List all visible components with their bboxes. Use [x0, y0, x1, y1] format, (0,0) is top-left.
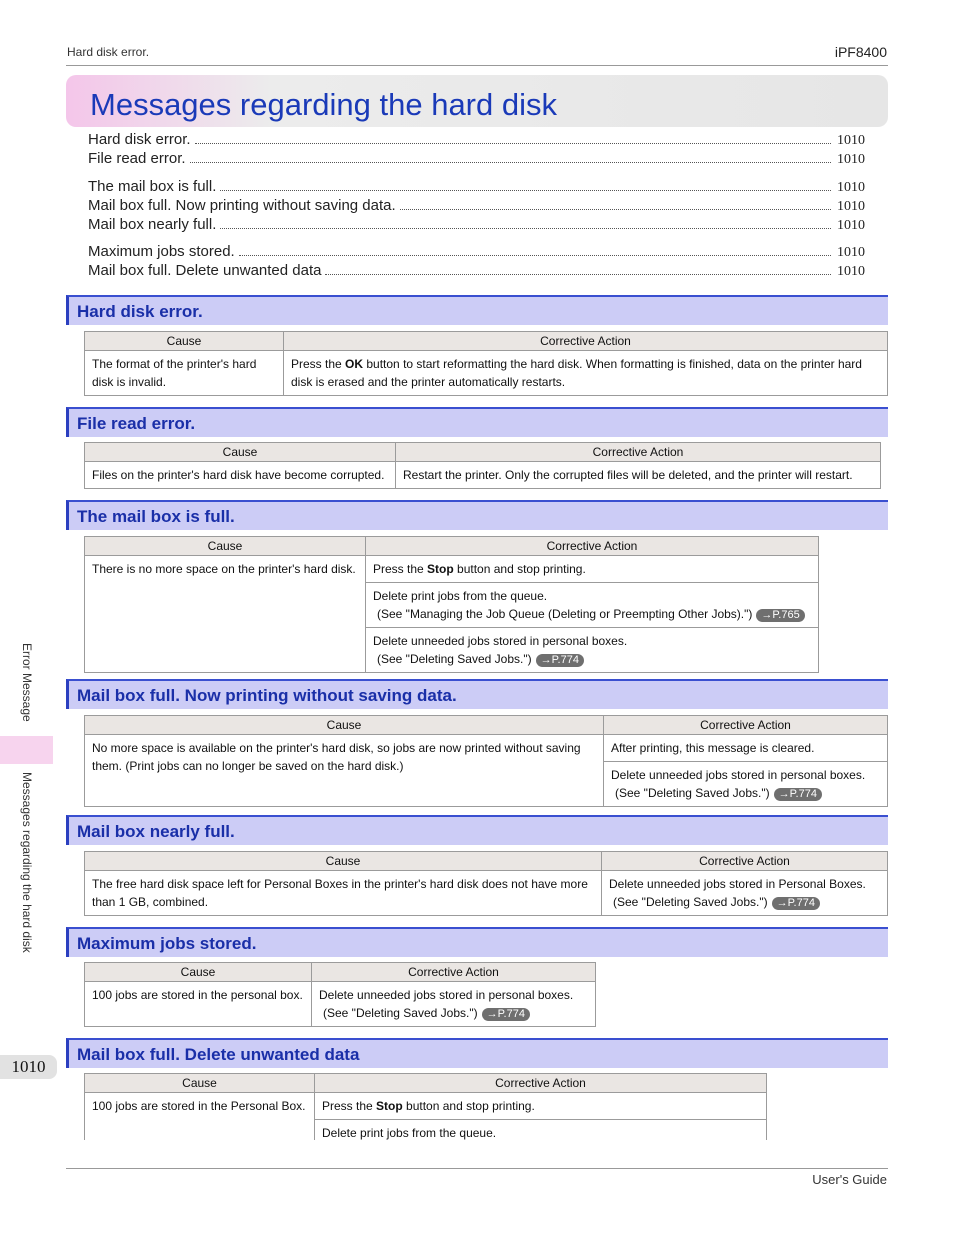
action-cell	[284, 351, 888, 396]
toc-page-number[interactable]: 1010	[837, 264, 865, 279]
action-text: Delete unneeded jobs stored in personal boxes.	[373, 634, 628, 648]
toc-leader	[239, 255, 831, 256]
section-title: Hard disk error.	[77, 302, 203, 321]
cause-cell: The free hard disk space left for Personal Boxes in the printer's hard disk does not have more than 1 GB, combined.	[85, 871, 602, 916]
page-number: 1010	[0, 1055, 57, 1079]
action-text: button and stop printing.	[453, 562, 586, 576]
section-title: The mail box is full.	[77, 507, 235, 526]
toc-page-number[interactable]: 1010	[837, 180, 865, 195]
column-header-action: Corrective Action	[604, 716, 888, 735]
toc-entry-text[interactable]: The mail box is full.	[88, 178, 217, 195]
see-reference: (See "Deleting Saved Jobs.")	[323, 1006, 478, 1020]
page-title: Messages regarding the hard disk	[90, 87, 557, 122]
cause-cell: Files on the printer's hard disk have become corrupted.	[85, 462, 396, 489]
action-cell	[604, 762, 888, 807]
section-title: File read error.	[77, 414, 196, 433]
action-text: button to start reformatting the hard disk. When formatting is finished, data on the printer hard disk is erased and the printer automatically restarts.	[291, 357, 862, 389]
toc-leader	[400, 209, 831, 210]
action-text: Delete print jobs from the queue.	[373, 589, 548, 603]
error-table	[84, 1073, 767, 1140]
section-title: Mail box full. Delete unwanted data	[77, 1045, 360, 1064]
header-divider	[66, 65, 888, 66]
column-header-action: Corrective Action	[366, 537, 819, 556]
action-text: Delete unneeded jobs stored in personal boxes.	[611, 768, 866, 782]
error-table	[84, 331, 888, 396]
column-header-action: Corrective Action	[396, 443, 881, 462]
see-reference: (See "Deleting Saved Jobs.")	[613, 895, 768, 909]
toc-entry-text[interactable]: Mail box nearly full.	[88, 216, 217, 233]
toc-entry[interactable]	[88, 131, 865, 150]
toc-page-number[interactable]: 1010	[837, 152, 865, 167]
section-heading	[66, 295, 888, 325]
action-text: Delete unneeded jobs stored in Personal Boxes.	[609, 877, 866, 891]
toc-leader	[195, 143, 831, 144]
error-table	[84, 851, 888, 916]
action-cell: Delete print jobs from the queue.	[315, 1120, 767, 1141]
toc-entry[interactable]	[88, 262, 865, 281]
button-name: Stop	[376, 1099, 403, 1113]
toc-page-number[interactable]: 1010	[837, 245, 865, 260]
action-text: Delete unneeded jobs stored in personal boxes.	[319, 988, 574, 1002]
column-header-cause: Cause	[85, 963, 312, 982]
toc-group-2	[88, 178, 865, 235]
toc-entry-text[interactable]: Maximum jobs stored.	[88, 243, 235, 260]
action-cell	[366, 583, 819, 628]
action-cell	[366, 556, 819, 583]
column-header-action: Corrective Action	[312, 963, 596, 982]
section-title: Mail box nearly full.	[77, 822, 235, 841]
section-heading	[66, 1038, 888, 1068]
toc-group-1	[88, 131, 865, 169]
action-cell: After printing, this message is cleared.	[604, 735, 888, 762]
toc-entry-text[interactable]: Mail box full. Delete unwanted data	[88, 262, 322, 279]
column-header-action: Corrective Action	[315, 1074, 767, 1093]
sidebar-chapter[interactable]: Error Message	[20, 643, 34, 722]
cause-cell: 100 jobs are stored in the personal box.	[85, 982, 312, 1027]
error-table	[84, 536, 819, 673]
toc-leader	[190, 162, 831, 163]
toc-page-number[interactable]: 1010	[837, 199, 865, 214]
page-link[interactable]: →P.774	[536, 654, 584, 667]
action-cell: Restart the printer. Only the corrupted files will be deleted, and the printer will restart.	[396, 462, 881, 489]
action-text: button and stop printing.	[402, 1099, 535, 1113]
see-reference: (See "Managing the Job Queue (Deleting or Preempting Other Jobs).")	[377, 607, 753, 621]
column-header-cause: Cause	[85, 443, 396, 462]
error-table	[84, 715, 888, 807]
column-header-action: Corrective Action	[602, 852, 888, 871]
page-link[interactable]: →P.774	[774, 788, 822, 801]
toc-entry-text[interactable]: File read error.	[88, 150, 186, 167]
sidebar-current-tab	[0, 736, 53, 764]
action-cell	[602, 871, 888, 916]
running-header-section: Hard disk error.	[67, 45, 150, 59]
column-header-cause: Cause	[85, 716, 604, 735]
section-heading	[66, 407, 888, 437]
toc-entry[interactable]	[88, 178, 865, 197]
toc-entry[interactable]	[88, 243, 865, 262]
toc-entry[interactable]	[88, 216, 865, 235]
section-heading	[66, 679, 888, 709]
button-name: OK	[345, 357, 364, 371]
toc-leader	[220, 228, 831, 229]
cause-cell: There is no more space on the printer's hard disk.	[85, 556, 366, 673]
column-header-cause: Cause	[85, 537, 366, 556]
action-cell	[315, 1093, 767, 1120]
error-table	[84, 962, 596, 1027]
column-header-cause: Cause	[85, 332, 284, 351]
running-header-model: iPF8400	[834, 44, 887, 60]
toc-leader	[220, 190, 831, 191]
section-title: Mail box full. Now printing without saving data.	[77, 686, 457, 705]
column-header-cause: Cause	[85, 852, 602, 871]
action-text: Press the	[291, 357, 346, 371]
page-link[interactable]: →P.774	[482, 1008, 530, 1021]
page-link[interactable]: →P.765	[756, 609, 804, 622]
toc-page-number[interactable]: 1010	[837, 218, 865, 233]
toc-entry[interactable]	[88, 150, 865, 169]
toc-entry-text[interactable]: Hard disk error.	[88, 131, 191, 148]
toc-page-number[interactable]: 1010	[837, 133, 865, 148]
action-text: Press the	[373, 562, 428, 576]
toc-entry[interactable]	[88, 197, 865, 216]
see-reference: (See "Deleting Saved Jobs.")	[615, 786, 770, 800]
button-name: Stop	[427, 562, 454, 576]
section-title: Maximum jobs stored.	[77, 934, 257, 953]
section-heading	[66, 927, 888, 957]
cause-cell: The format of the printer's hard disk is invalid.	[85, 351, 284, 396]
action-cell	[312, 982, 596, 1027]
table-clip	[84, 1073, 768, 1140]
column-header-action: Corrective Action	[284, 332, 888, 351]
action-text: Press the	[322, 1099, 377, 1113]
sidebar-section[interactable]: Messages regarding the hard disk	[20, 772, 34, 953]
title-banner	[66, 75, 888, 127]
cause-cell: 100 jobs are stored in the Personal Box.	[85, 1093, 315, 1141]
toc-group-3	[88, 243, 865, 281]
error-table	[84, 442, 881, 489]
column-header-cause: Cause	[85, 1074, 315, 1093]
toc-leader	[325, 274, 831, 275]
footer-guide-name: User's Guide	[812, 1172, 887, 1187]
action-cell	[366, 628, 819, 673]
footer-divider	[66, 1168, 888, 1169]
page-link[interactable]: →P.774	[772, 897, 820, 910]
section-heading	[66, 500, 888, 530]
see-reference: (See "Deleting Saved Jobs.")	[377, 652, 532, 666]
toc-entry-text[interactable]: Mail box full. Now printing without saving data.	[88, 197, 396, 214]
section-heading	[66, 815, 888, 845]
cause-cell: No more space is available on the printer's hard disk, so jobs are now printed without saving them. (Print jobs can no longer be saved on the hard disk.)	[85, 735, 604, 807]
